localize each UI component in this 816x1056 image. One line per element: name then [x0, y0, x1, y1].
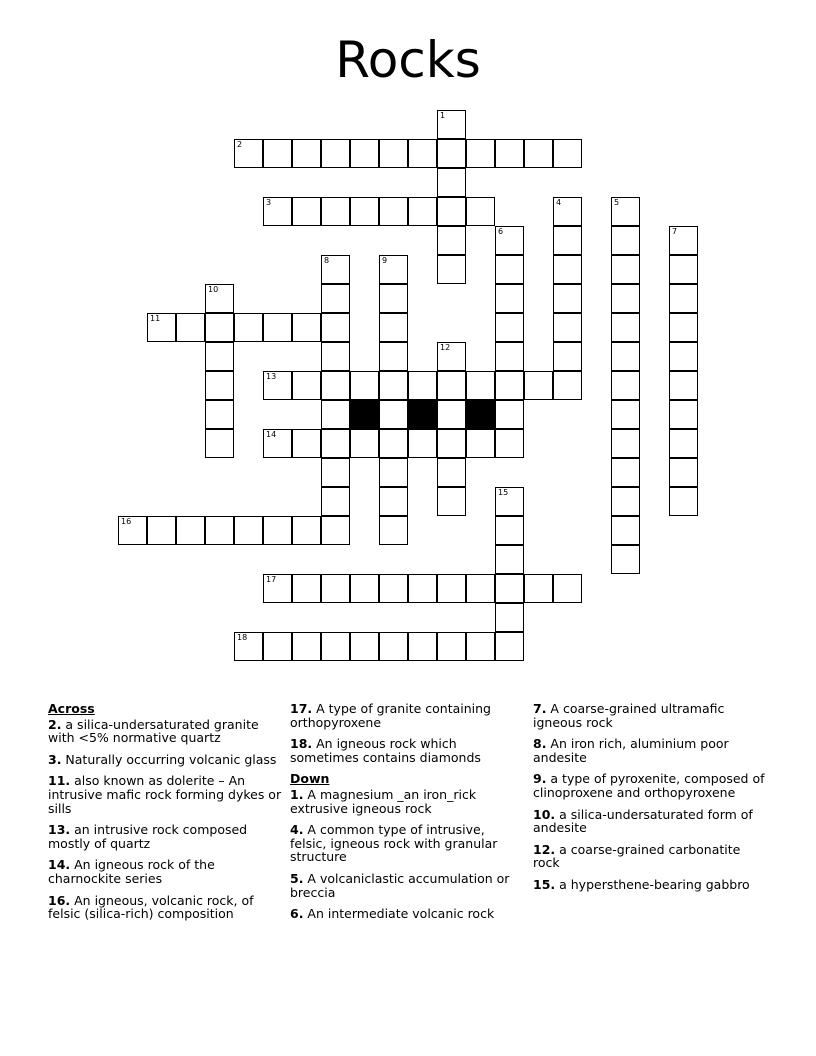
- grid-cell[interactable]: [350, 371, 379, 400]
- grid-cell[interactable]: [669, 458, 698, 487]
- clue-number: 16.: [48, 892, 71, 908]
- clue: [48, 894, 283, 921]
- clue-number: 15.: [533, 876, 556, 892]
- clue-text: A magnesium _an iron_rick extrusive igneous rock: [290, 786, 477, 816]
- grid-cell[interactable]: [350, 429, 379, 458]
- grid-cell[interactable]: [611, 458, 640, 487]
- grid-cell[interactable]: [611, 226, 640, 255]
- clue: [48, 823, 283, 850]
- grid-cell[interactable]: [495, 400, 524, 429]
- grid-cell[interactable]: [205, 371, 234, 400]
- grid-cell[interactable]: [379, 284, 408, 313]
- grid-cell[interactable]: [437, 168, 466, 197]
- grid-cell[interactable]: [147, 313, 176, 342]
- grid-cell[interactable]: [466, 139, 495, 168]
- grid-cell[interactable]: [437, 458, 466, 487]
- cell-number: 12: [440, 343, 451, 352]
- clue: [290, 907, 525, 921]
- grid-cell[interactable]: [350, 197, 379, 226]
- grid-cell[interactable]: [379, 574, 408, 603]
- grid-cell[interactable]: [118, 516, 147, 545]
- black-cell: [350, 400, 379, 429]
- grid-cell[interactable]: [669, 284, 698, 313]
- grid-cell[interactable]: [292, 371, 321, 400]
- grid-cell[interactable]: [669, 371, 698, 400]
- clue-text: Naturally occurring volcanic glass: [61, 751, 277, 767]
- clue: [533, 808, 768, 835]
- grid-cell[interactable]: [205, 284, 234, 313]
- cell-number: 15: [498, 488, 509, 497]
- grid-cell[interactable]: [321, 313, 350, 342]
- clue-number: 1.: [290, 786, 304, 802]
- clue: [48, 753, 283, 767]
- clue-number: 11.: [48, 773, 71, 789]
- clue-text: also known as dolerite – An intrusive mafic rock forming dykes or sills: [48, 773, 282, 816]
- grid-cell[interactable]: [553, 574, 582, 603]
- clue-text: a type of pyroxenite, composed of clinoproxene and orthopyroxene: [533, 771, 765, 800]
- grid-cell[interactable]: [466, 574, 495, 603]
- grid-cell[interactable]: [205, 400, 234, 429]
- grid-cell[interactable]: [321, 458, 350, 487]
- grid-cell[interactable]: [321, 284, 350, 313]
- grid-cell[interactable]: [408, 429, 437, 458]
- grid-cell[interactable]: [553, 226, 582, 255]
- grid-cell[interactable]: [408, 371, 437, 400]
- grid-cell[interactable]: [234, 313, 263, 342]
- grid-cell[interactable]: [263, 516, 292, 545]
- clues-column-3: [533, 702, 768, 900]
- grid-cell[interactable]: [466, 632, 495, 661]
- cell-number: 18: [237, 633, 248, 642]
- grid-cell[interactable]: [611, 313, 640, 342]
- clue-text: a silica-undersaturated granite with <5% normative quartz: [48, 716, 259, 746]
- grid-cell[interactable]: [176, 313, 205, 342]
- grid-cell[interactable]: [350, 139, 379, 168]
- clue-text: An iron rich, aluminium poor andesite: [533, 736, 729, 765]
- grid-cell[interactable]: [437, 632, 466, 661]
- clue-number: 5.: [290, 870, 304, 886]
- clue-text: A coarse-grained ultramafic igneous rock: [533, 701, 725, 730]
- grid-cell[interactable]: [495, 371, 524, 400]
- grid-cell[interactable]: [669, 487, 698, 516]
- grid-cell[interactable]: [495, 632, 524, 661]
- grid-cell[interactable]: [205, 342, 234, 371]
- grid-cell[interactable]: [379, 255, 408, 284]
- clue-text: a silica-undersaturated form of andesite: [533, 806, 753, 836]
- grid-cell[interactable]: [292, 139, 321, 168]
- clue-text: A common type of intrusive, felsic, igneous rock with granular structure: [290, 822, 498, 865]
- grid-cell[interactable]: [234, 516, 263, 545]
- clue: [48, 774, 283, 815]
- grid-cell[interactable]: [611, 255, 640, 284]
- grid-cell[interactable]: [379, 400, 408, 429]
- grid-cell[interactable]: [495, 516, 524, 545]
- grid-cell[interactable]: [495, 603, 524, 632]
- grid-cell[interactable]: [437, 371, 466, 400]
- grid-cell[interactable]: [408, 632, 437, 661]
- grid-cell[interactable]: [350, 632, 379, 661]
- grid-cell[interactable]: [379, 342, 408, 371]
- grid-cell[interactable]: [437, 429, 466, 458]
- grid-cell[interactable]: [321, 487, 350, 516]
- grid-cell[interactable]: [263, 139, 292, 168]
- clue-text: An igneous, volcanic rock, of felsic (silica-rich) composition: [48, 892, 254, 922]
- clue-text: An igneous rock which sometimes contains diamonds: [290, 736, 481, 765]
- grid-cell[interactable]: [495, 139, 524, 168]
- grid-cell[interactable]: [495, 313, 524, 342]
- grid-cell[interactable]: [321, 516, 350, 545]
- grid-cell[interactable]: [669, 342, 698, 371]
- grid-cell[interactable]: [292, 632, 321, 661]
- grid-cell[interactable]: [524, 574, 553, 603]
- cell-number: 13: [266, 372, 277, 381]
- clue-text: An igneous rock of the charnockite series: [48, 857, 215, 886]
- grid-cell[interactable]: [321, 255, 350, 284]
- grid-cell[interactable]: [437, 110, 466, 139]
- clue-text: a hypersthene-bearing gabbro: [555, 876, 750, 892]
- grid-cell[interactable]: [669, 400, 698, 429]
- grid-cell[interactable]: [292, 574, 321, 603]
- cell-number: 11: [150, 314, 161, 323]
- cell-number: 2: [237, 140, 243, 149]
- clue-text: An intermediate volcanic rock: [303, 906, 495, 922]
- grid-cell[interactable]: [669, 226, 698, 255]
- grid-cell[interactable]: [495, 342, 524, 371]
- cell-number: 7: [672, 227, 678, 236]
- clue-number: 18.: [290, 736, 313, 752]
- grid-cell[interactable]: [437, 255, 466, 284]
- grid-cell[interactable]: [437, 197, 466, 226]
- grid-cell[interactable]: [495, 574, 524, 603]
- grid-cell[interactable]: [379, 313, 408, 342]
- grid-cell[interactable]: [553, 371, 582, 400]
- clue: [533, 843, 768, 870]
- grid-cell[interactable]: [379, 197, 408, 226]
- grid-cell[interactable]: [553, 342, 582, 371]
- grid-cell[interactable]: [379, 516, 408, 545]
- grid-cell[interactable]: [553, 139, 582, 168]
- clue: [290, 823, 525, 864]
- grid-cell[interactable]: [379, 371, 408, 400]
- clue: [533, 702, 768, 729]
- grid-cell[interactable]: [669, 255, 698, 284]
- grid-cell[interactable]: [321, 197, 350, 226]
- grid-cell[interactable]: [292, 429, 321, 458]
- cell-number: 4: [556, 198, 562, 207]
- grid-cell[interactable]: [611, 197, 640, 226]
- grid-cell[interactable]: [205, 516, 234, 545]
- cell-number: 10: [208, 285, 219, 294]
- grid-cell[interactable]: [611, 516, 640, 545]
- grid-cell[interactable]: [495, 255, 524, 284]
- clue: [290, 737, 525, 764]
- grid-cell[interactable]: [205, 313, 234, 342]
- grid-cell[interactable]: [176, 516, 205, 545]
- cell-number: 5: [614, 198, 620, 207]
- grid-cell[interactable]: [408, 574, 437, 603]
- clues-column-2: [290, 702, 525, 929]
- clue: [290, 872, 525, 899]
- grid-cell[interactable]: [263, 574, 292, 603]
- grid-cell[interactable]: [408, 139, 437, 168]
- grid-cell[interactable]: [321, 632, 350, 661]
- clue-number: 7.: [533, 701, 547, 716]
- grid-cell[interactable]: [234, 632, 263, 661]
- grid-cell[interactable]: [437, 487, 466, 516]
- clue-number: 8.: [533, 736, 547, 752]
- grid-cell[interactable]: [611, 545, 640, 574]
- grid-cell[interactable]: [495, 429, 524, 458]
- grid-cell[interactable]: [321, 371, 350, 400]
- grid-cell[interactable]: [553, 255, 582, 284]
- clue-text: an intrusive rock composed mostly of quartz: [48, 822, 248, 851]
- grid-cell[interactable]: [495, 284, 524, 313]
- grid-cell[interactable]: [321, 429, 350, 458]
- grid-cell[interactable]: [524, 139, 553, 168]
- clue-number: 10.: [533, 806, 556, 822]
- down-header: Down: [290, 771, 330, 787]
- grid-cell[interactable]: [611, 342, 640, 371]
- grid-cell[interactable]: [437, 139, 466, 168]
- clue-number: 13.: [48, 822, 71, 838]
- grid-cell[interactable]: [263, 313, 292, 342]
- clue: [533, 878, 768, 892]
- grid-cell[interactable]: [379, 487, 408, 516]
- cell-number: 17: [266, 575, 277, 584]
- grid-cell[interactable]: [292, 197, 321, 226]
- black-cell: [466, 400, 495, 429]
- grid-cell[interactable]: [321, 574, 350, 603]
- cell-number: 1: [440, 111, 446, 120]
- grid-cell[interactable]: [437, 574, 466, 603]
- cell-number: 6: [498, 227, 504, 236]
- clue: [290, 788, 525, 815]
- grid-cell[interactable]: [553, 313, 582, 342]
- clue-number: 14.: [48, 857, 71, 873]
- grid-cell[interactable]: [669, 429, 698, 458]
- grid-cell[interactable]: [495, 226, 524, 255]
- clue: [48, 718, 283, 745]
- clue: [290, 702, 525, 729]
- black-cell: [408, 400, 437, 429]
- grid-cell[interactable]: [263, 371, 292, 400]
- grid-cell[interactable]: [350, 574, 379, 603]
- clue-number: 9.: [533, 771, 547, 787]
- grid-cell[interactable]: [234, 139, 263, 168]
- clue-text: a coarse-grained carbonatite rock: [533, 841, 741, 871]
- clue-number: 3.: [48, 751, 62, 767]
- grid-cell[interactable]: [437, 400, 466, 429]
- clue-text: A volcaniclastic accumulation or breccia: [290, 870, 510, 900]
- grid-cell[interactable]: [321, 342, 350, 371]
- grid-cell[interactable]: [669, 313, 698, 342]
- clues-column-1: [48, 702, 283, 929]
- cell-number: 14: [266, 430, 277, 439]
- cell-number: 16: [121, 517, 132, 526]
- grid-cell[interactable]: [437, 226, 466, 255]
- grid-cell[interactable]: [292, 516, 321, 545]
- clue-number: 4.: [290, 822, 304, 838]
- grid-cell[interactable]: [321, 400, 350, 429]
- clue-text: A type of granite containing orthopyroxene: [290, 701, 491, 730]
- grid-cell[interactable]: [611, 284, 640, 313]
- grid-cell[interactable]: [147, 516, 176, 545]
- grid-cell[interactable]: [611, 400, 640, 429]
- clue-number: 12.: [533, 841, 556, 857]
- grid-cell[interactable]: [379, 632, 408, 661]
- grid-cell[interactable]: [466, 429, 495, 458]
- grid-cell[interactable]: [524, 371, 553, 400]
- grid-cell[interactable]: [379, 139, 408, 168]
- grid-cell[interactable]: [611, 429, 640, 458]
- grid-cell[interactable]: [553, 197, 582, 226]
- cell-number: 8: [324, 256, 330, 265]
- grid-cell[interactable]: [553, 284, 582, 313]
- cell-number: 9: [382, 256, 388, 265]
- clue-number: 6.: [290, 906, 304, 922]
- grid-cell[interactable]: [263, 197, 292, 226]
- grid-cell[interactable]: [263, 429, 292, 458]
- clue: [48, 858, 283, 885]
- grid-cell[interactable]: [495, 545, 524, 574]
- grid-cell[interactable]: [437, 342, 466, 371]
- grid-cell[interactable]: [321, 139, 350, 168]
- clue: [533, 737, 768, 764]
- clue: [533, 772, 768, 799]
- grid-cell[interactable]: [611, 371, 640, 400]
- grid-cell[interactable]: [466, 197, 495, 226]
- grid-cell[interactable]: [263, 632, 292, 661]
- cell-number: 3: [266, 198, 272, 207]
- grid-cell[interactable]: [379, 429, 408, 458]
- clue-number: 2.: [48, 716, 62, 732]
- grid-cell[interactable]: [408, 197, 437, 226]
- grid-cell[interactable]: [292, 313, 321, 342]
- grid-cell[interactable]: [495, 487, 524, 516]
- grid-cell[interactable]: [466, 371, 495, 400]
- grid-cell[interactable]: [205, 429, 234, 458]
- grid-cell[interactable]: [379, 458, 408, 487]
- clue-number: 17.: [290, 701, 313, 716]
- page-title: Rocks: [335, 31, 481, 89]
- grid-cell[interactable]: [611, 487, 640, 516]
- across-header: Across: [48, 701, 95, 716]
